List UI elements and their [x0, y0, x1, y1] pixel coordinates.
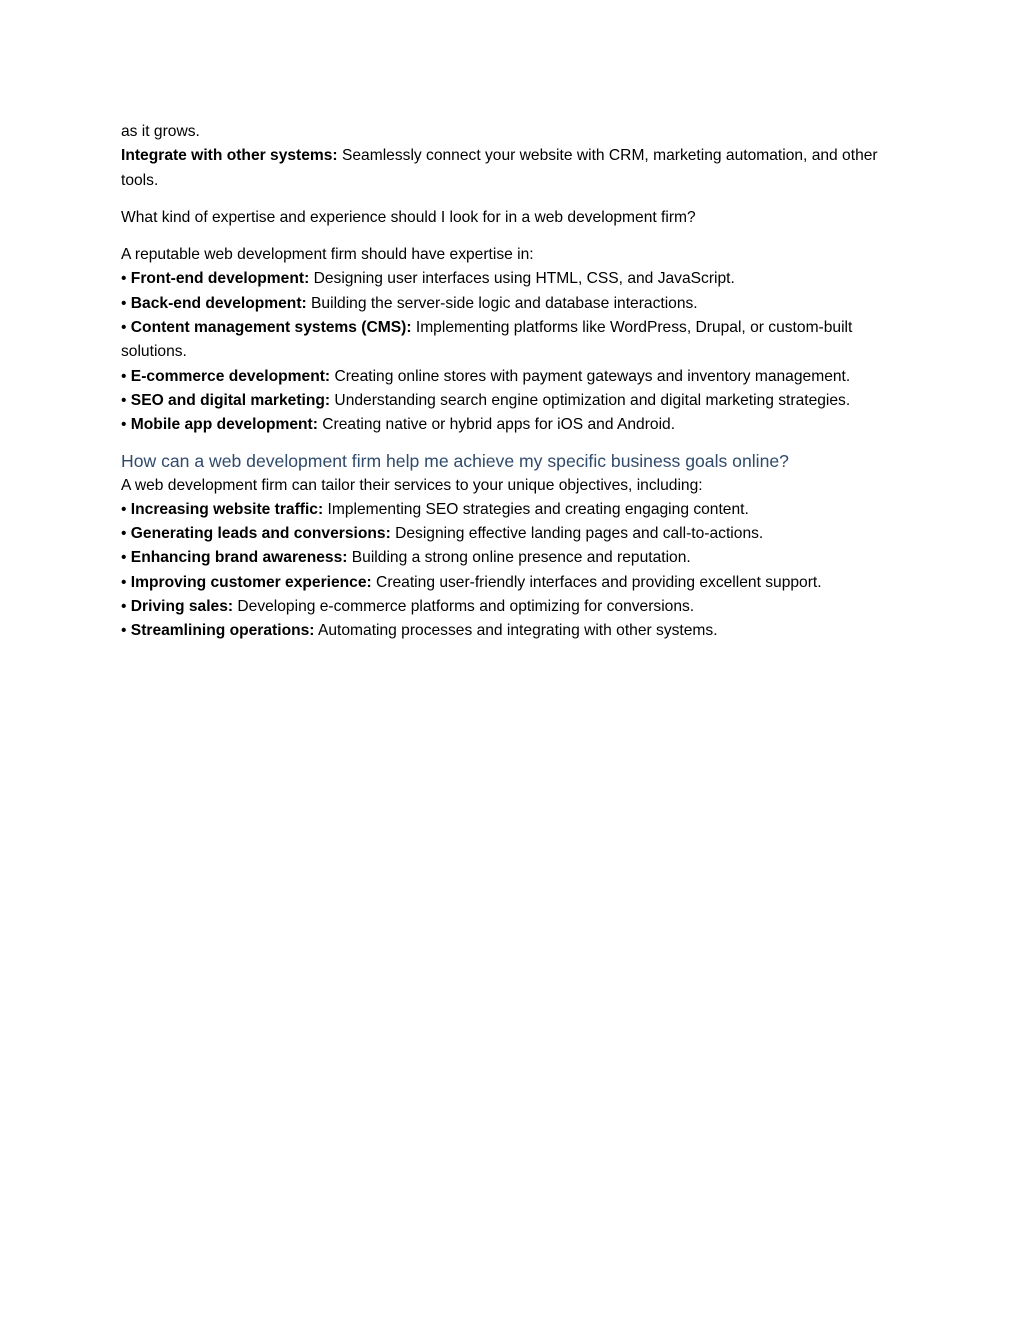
expertise-lead: A reputable web development firm should have expertise in: [121, 246, 534, 264]
document-body [121, 120, 914, 644]
list-item-term: Content management systems (CMS): [130, 319, 412, 337]
list-item [121, 389, 914, 413]
bullet-mark: • [121, 294, 131, 312]
integrate-paragraph [121, 144, 914, 193]
list-item-term: E-commerce development: [130, 367, 331, 385]
list-item [121, 365, 914, 389]
list-item [121, 546, 914, 570]
list-item-text: Building the server-side logic and database interactions. [306, 294, 698, 312]
bullet-mark: • [121, 573, 131, 591]
bullet-mark: • [121, 319, 131, 337]
integrate-text: Seamlessly connect your website with CRM, marketing automation, and other tools. [121, 147, 878, 189]
bullet-mark: • [121, 367, 131, 385]
list-item-term: Enhancing brand awareness: [130, 549, 348, 567]
list-item [121, 619, 914, 643]
bullet-mark: • [121, 416, 131, 434]
list-item-text: Understanding search engine optimization and digital marketing strategies. [330, 391, 851, 409]
list-item [121, 498, 914, 522]
goals-lead: A web development firm can tailor their services to your unique objectives, including: [121, 476, 703, 494]
goals-heading: How can a web development firm help me achieve my specific business goals online? [121, 450, 789, 471]
bullet-mark: • [121, 525, 131, 543]
list-item-term: Increasing website traffic: [130, 500, 324, 518]
list-item-text: Designing effective landing pages and call-to-actions. [390, 525, 764, 543]
list-item-text: Creating online stores with payment gateways and inventory management. [330, 367, 851, 385]
list-item [121, 595, 914, 619]
list-item-term: SEO and digital marketing: [130, 391, 331, 409]
list-item-text: Building a strong online presence and reputation. [347, 549, 691, 567]
list-item-term: Generating leads and conversions: [130, 525, 391, 543]
bullet-mark: • [121, 549, 131, 567]
list-item-term: Driving sales: [130, 598, 234, 616]
bullet-mark: • [121, 270, 131, 288]
list-item-text: Developing e-commerce platforms and optimizing for conversions. [233, 598, 695, 616]
bullet-mark: • [121, 598, 131, 616]
expertise-list [121, 267, 914, 437]
list-item-text: Creating native or hybrid apps for iOS and Android. [317, 416, 676, 434]
list-item [121, 316, 914, 365]
list-item [121, 522, 914, 546]
list-item [121, 292, 914, 316]
list-item-term: Streamlining operations: [130, 622, 315, 640]
integrate-term: Integrate with other systems: [121, 147, 338, 165]
list-item-text: Implementing platforms like WordPress, Drupal, or custom-built solutions. [121, 319, 853, 361]
list-item [121, 413, 914, 437]
list-item-term: Mobile app development: [130, 416, 318, 434]
bullet-mark: • [121, 622, 131, 640]
list-item [121, 571, 914, 595]
list-item [121, 267, 914, 291]
list-item-term: Improving customer experience: [130, 573, 372, 591]
bullet-mark: • [121, 391, 131, 409]
list-item-text: Automating processes and integrating with other systems. [314, 622, 718, 640]
list-item-term: Back-end development: [130, 294, 307, 312]
continuation-text: as it grows. [121, 123, 200, 140]
bullet-mark: • [121, 500, 131, 518]
list-item-text: Creating user-friendly interfaces and providing excellent support. [371, 573, 822, 591]
goals-list [121, 498, 914, 644]
expertise-question: What kind of expertise and experience should I look for in a web development firm? [121, 208, 696, 226]
list-item-text: Implementing SEO strategies and creating engaging content. [323, 500, 749, 518]
list-item-term: Front-end development: [130, 270, 310, 288]
list-item-text: Designing user interfaces using HTML, CSS, and JavaScript. [309, 270, 735, 288]
